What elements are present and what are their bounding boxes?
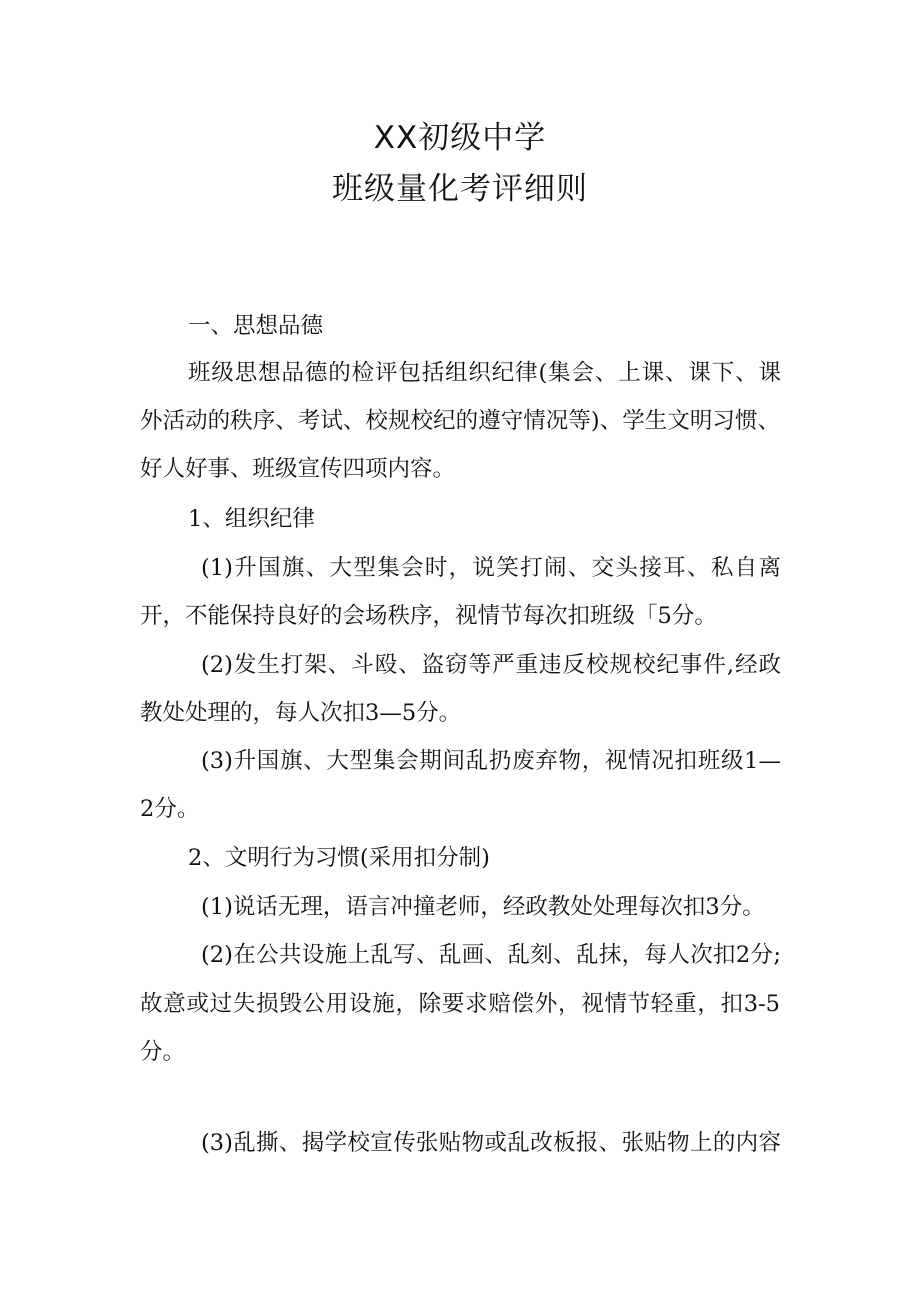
rule-1-2-line-1: (2)发生打架、斗殴、盗窃等严重违反校规校纪事件,经政 xyxy=(201,652,781,678)
rule-1-3-line-1: (3)升国旗、大型集会期间乱扔废弃物，视情况扣班级1— xyxy=(201,748,781,774)
rule-2-2-line-3: 分。 xyxy=(140,1039,186,1065)
rule-1-3-line-2: 2分。 xyxy=(140,796,200,822)
intro-line-2: 外活动的秩序、考试、校规校纪的遵守情况等)、学生文明习惯、 xyxy=(140,408,780,434)
intro-line-1: 班级思想品德的检评包括组织纪律(集会、上课、课下、课 xyxy=(188,360,781,386)
document-title: 班级量化考评细则 xyxy=(332,171,588,207)
rule-2-2-line-2: 故意或过失损毁公用设施，除要求赔偿外，视情节轻重，扣3-5 xyxy=(140,991,780,1017)
rule-1-1-line-1: (1)升国旗、大型集会时，说笑打闹、交头接耳、私自离 xyxy=(201,555,781,581)
rule-1-2-line-2: 教处处理的，每人次扣3—5分。 xyxy=(140,700,462,726)
section-heading-moral: 一、思想品德 xyxy=(188,313,324,339)
rule-2-1-line-1: (1)说话无理，语言冲撞老师，经政教处处理每次扣3分。 xyxy=(201,894,765,920)
rule-2-2-line-1: (2)在公共设施上乱写、乱画、乱刻、乱抹，每人次扣2分; xyxy=(201,942,781,968)
rule-1-1-line-2: 开，不能保持良好的会场秩序，视情节每次扣班级「5分。 xyxy=(140,603,717,629)
subsection-heading-civility: 2、文明行为习惯(采用扣分制) xyxy=(188,845,490,871)
rule-2-3-line-1: (3)乱撕、揭学校宣传张贴物或乱改板报、张贴物上的内容 xyxy=(201,1130,781,1156)
school-name-title: XX初级中学 xyxy=(373,120,547,156)
intro-line-3: 好人好事、班级宣传四项内容。 xyxy=(140,456,456,482)
subsection-heading-discipline: 1、组织纪律 xyxy=(188,506,315,532)
